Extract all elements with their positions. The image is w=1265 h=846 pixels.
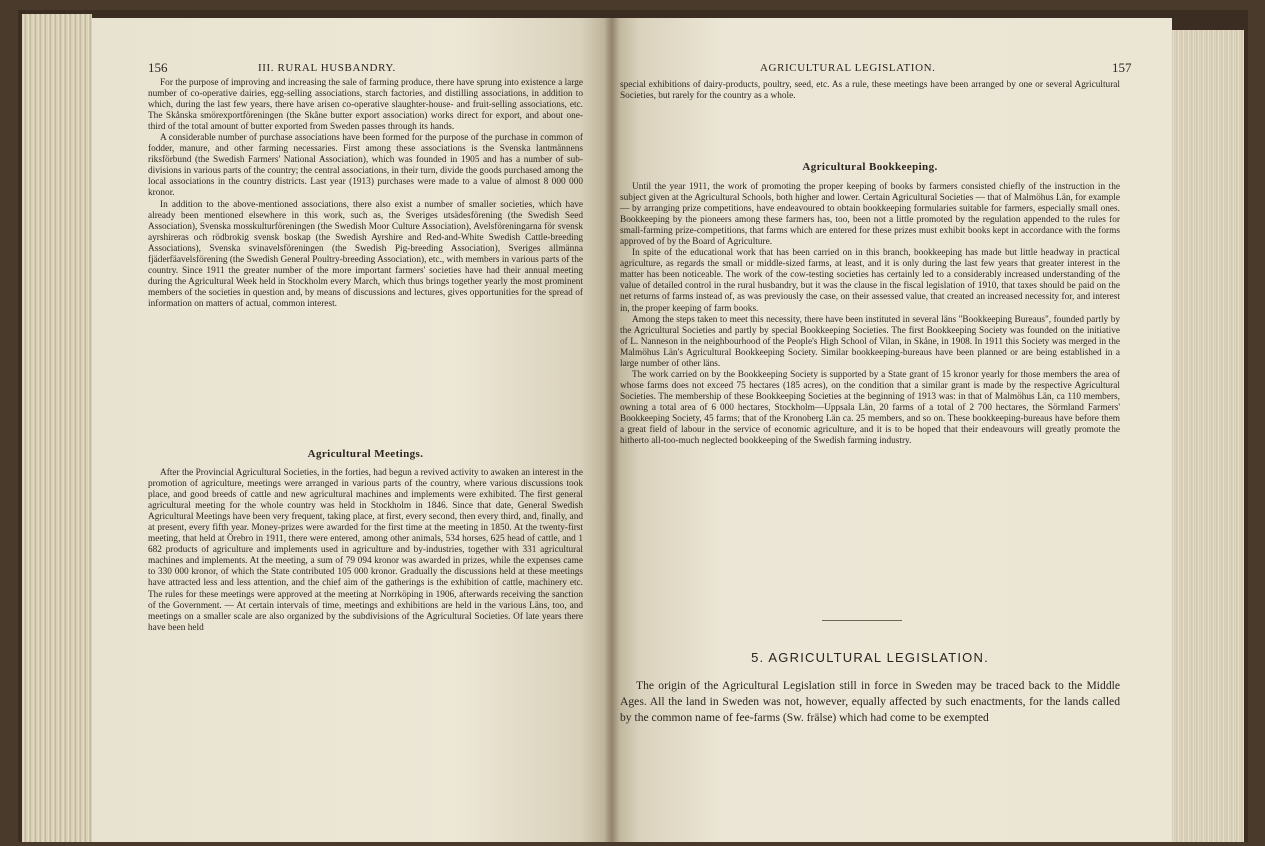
paragraph: After the Provincial Agricultural Societies, in the forties, had begun a revived activity to awaken an interest in the promotion of agriculture, meetings were arranged in various parts of the country, where various discussions took place, and good breeds of cattle and new agricultural machines and implements were exhibited. The first general agricultural meeting for the whole country was held in Stockholm in 1846. Since that date, General Swedish Agricultural Meetings have been very frequent, taking place, at first, every second, then every third, and, finally, and at present, every fifth year. Money-prizes were awarded for the first time at the meeting in 1850. At the twenty-first meeting, that held at Örebro in 1911, there were entered, among other animals, 534 horses, 625 head of cattle, and 1 682 products of agriculture and implements used in agriculture and by-industries, together with 331 agricultural machines and implements. At the meeting, a sum of 79 094 kronor was awarded in prizes, while the expenses came to 330 000 kronor, of which the State contributed 105 000 kronor. Gradually the discussions held at these meetings have attracted less and less attention, and the chief aim of the gatherings is the exhibition of cattle, machinery etc. The rules for these meetings were approved at the meeting at Norrköping in 1906, afterwards receiving the sanction of the Government. — At certain intervals of time, meetings and exhibitions are held in the various Läns, too, and meetings on a smaller scale are also organized by the subdivisions of the Agricultural Societies. Of late years there have been held: [148, 468, 583, 633]
right-page-edges: [1170, 30, 1244, 842]
meetings-text: [148, 468, 583, 634]
right-running-header: AGRICULTURAL LEGISLATION.: [760, 62, 936, 74]
chapter-text: [620, 678, 1120, 726]
paragraph: A considerable number of purchase associations have been formed for the purpose of the purchase in common of fodder, manure, and other farming necessaries. First among these associations is the Svenska lantmännens riksförbund (the Swedish Farmers' National Association), which was founded in 1905 and has a number of sub-divisions in various parts of the country; the central associations, in their turn, divide the goods purchased among the local associations in the country districts. Last year (1913) purchases were made to a value of almost 8 000 000 kronor.: [148, 133, 583, 199]
paragraph: The work carried on by the Bookkeeping Society is supported by a State grant of 15 kronor yearly for those members the area of whose farms does not exceed 75 hectares (185 acres), on the condition that a similar grant is made by the respective Agricultural Societies. The membership of these Bookkeeping Societies at the beginning of 1913 was: in that of Malmöhus Län, ca 110 members, owning a total area of 6 000 hectares, Stockholm—Uppsala Län, 20 farms of a total of 2 700 hectares, the Sörmland Farmers' Bookkeeping Society, 45 farms; that of the Kronoberg Län ca. 25 members, and so on. These bookkeeping-bureaus have before them a great field of labour in the service of economic agriculture, and it is to be hoped that their endeavours will greatly promote the hitherto all-too-much neglected bookkeeping of the Swedish farming industry.: [620, 369, 1120, 447]
paragraph: In spite of the educational work that has been carried on in this branch, bookkeeping has made but little headway in practical agriculture, as regards the small or middle-sized farms, at least, and it is only during the last few years that greater interest in the matter has been noticeable. The work of the cow-testing societies has certainly led to a considerably increased understanding of the value of detailed control in the rural husbandry, but it was the clause in the fiscal legislation of 1910, that taxes should be paid on the net returns of farms instead of, as was previously the case, on their assessed value, that created an increased necessity for, and interest in, the proper keeping of farm books.: [620, 248, 1120, 314]
right-intro-text: special exhibitions of dairy-products, poultry, seed, etc. As a rule, these meetings have been arranged by one or several Agricultural Societies, but rarely for the country as a whole.: [620, 80, 1120, 102]
left-page: [92, 18, 612, 842]
meetings-heading: Agricultural Meetings.: [307, 448, 424, 460]
left-running-header: III. RURAL HUSBANDRY.: [258, 62, 396, 74]
bookkeeping-text: [620, 182, 1120, 447]
paragraph: For the purpose of improving and increasing the sale of farming produce, there have sprung into existence a large number of co-operative dairies, egg-selling associations, starch factories, and distilling associations, in addition to which, during the last few years, there have arisen co-operative slaughter-house- and fruit-selling associations, etc. The Skånska smörexportföreningen (the Skåne butter export association) works direct for export, and about one-third of the total amount of butter exported from Sweden passes through its hands.: [148, 78, 583, 133]
left-page-edges: [22, 14, 92, 842]
left-intro-text: [148, 78, 583, 310]
paragraph: In addition to the above-mentioned associations, there also exist a number of smaller societies, which have already been mentioned elsewhere in this work, such as, the Sveriges utsädesförening (the Swedish Seed Association), Svenska mosskulturföreningen (the Swedish Moor Culture Association), Avelsföreningarna för svensk ayrshireras och rödbrokig svensk boskap (the Swedish Ayrshire and Red-and-White Swedish Cattle-breeding Associations), Svenska svinavelsföreningen (the Swedish Pig-breeding Association), Sveriges allmänna fjäderfäavelsförening (the Swedish General Poultry-breeding Association), etc., with members in various parts of the country. Since 1911 the greater number of the more important farmers' societies have had their annual meeting during the Agricultural Week held in Stockholm every March, which thus brings together yearly the most prominent members of the societies in question and, by means of discussions and lectures, gives opportunities for the spread of information on matters of actual, common interest.: [148, 199, 583, 309]
right-page: [612, 18, 1172, 842]
section-divider: [822, 620, 902, 621]
right-page-number: 157: [1112, 60, 1132, 75]
bookkeeping-heading: Agricultural Bookkeeping.: [802, 161, 938, 173]
chapter-heading: 5. AGRICULTURAL LEGISLATION.: [751, 650, 989, 665]
book-gutter: [604, 18, 620, 842]
paragraph: The origin of the Agricultural Legislation still in force in Sweden may be traced back to the Middle Ages. All the land in Sweden was not, however, equally affected by such enactments, for the lands called by the common name of fee-farms (Sw. frälse) which had come to be exempted: [620, 679, 1120, 724]
paragraph: Among the steps taken to meet this necessity, there have been instituted in several läns "Bookkeeping Bureaus", founded partly by the Agricultural Societies and partly by special Bookkeeping Societies. The first Bookkeeping Society was founded on the initiative of L. Nanneson in the neighbourhood of the People's High School of Vilan, in Skåne, in 1908. In 1911 this Society was merged in the Malmöhus Län's Agricultural Bookkeeping Society. Similar bookkeeping-bureaus have been planned or are being established in a large number of other läns.: [620, 314, 1120, 369]
left-page-number: 156: [148, 60, 168, 75]
paragraph: Until the year 1911, the work of promoting the proper keeping of books by farmers consisted chiefly of the instruction in the subject given at the Agricultural Schools, both higher and lower. Certain Agricultural Societies — that of Malmöhus Län, for example — by arranging prize competitions, have endeavoured to obtain bookkeeping formularies suitable for farmers, especially small ones. Bookkeeping by the pioneers among these farmers has, too, been not a little promoted by the regulation appended to the rules for small-farming prize-competitions, that farms which are entered for these prizes must exhibit books kept in accordance with the forms approved of by the Board of Agriculture.: [620, 182, 1120, 248]
